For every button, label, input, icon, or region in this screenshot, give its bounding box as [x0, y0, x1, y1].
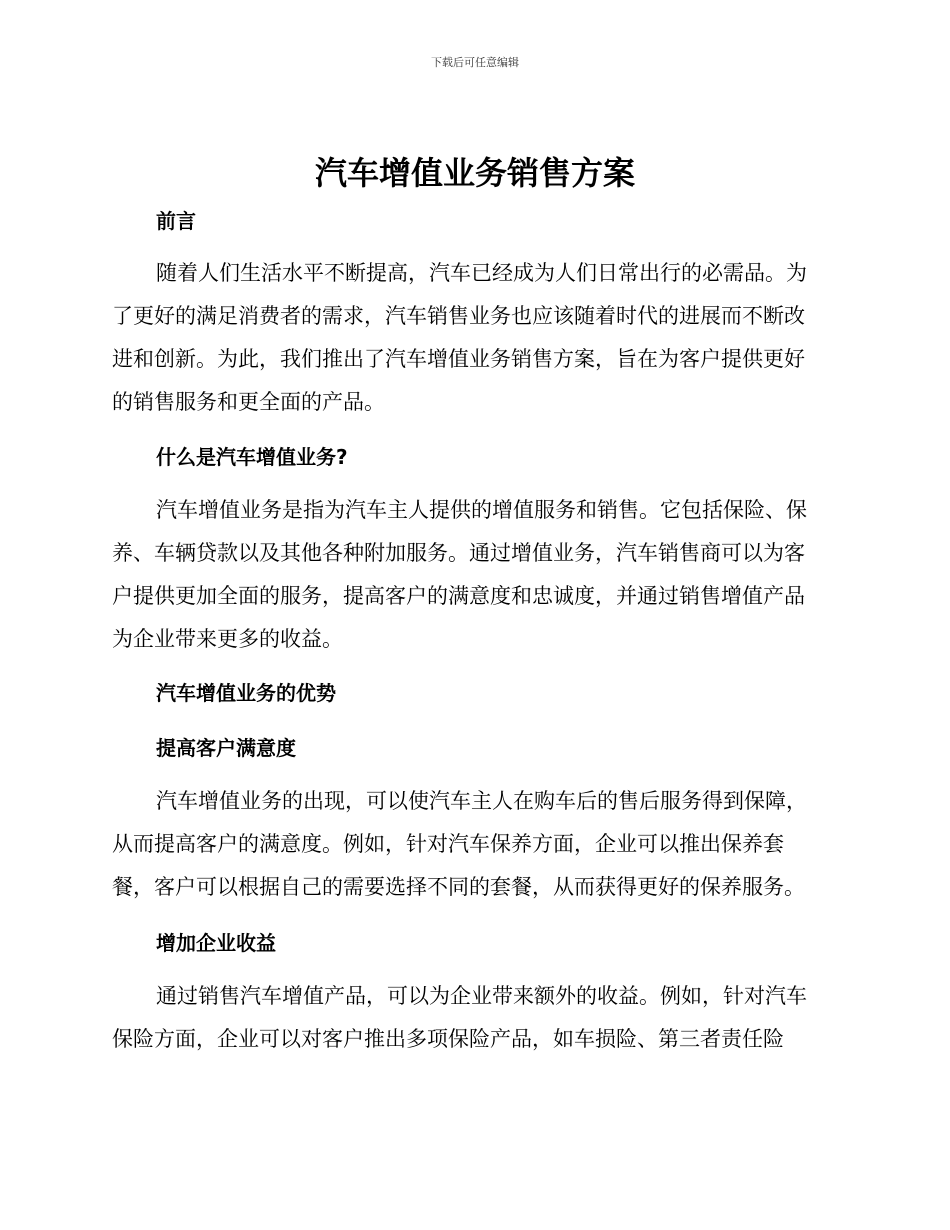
document-title: 汽车增值业务销售方案	[314, 154, 635, 192]
section-paragraph-increase-revenue	[112, 975, 842, 1061]
paragraph-line: 的销售服务和更全面的产品。	[112, 390, 385, 414]
paragraph-line: 通过销售汽车增值产品，可以为企业带来额外的收益。例如，针对汽车	[156, 984, 807, 1008]
paragraph-line: 汽车增值业务的出现，可以使汽车主人在购车后的售后服务得到保障，	[156, 789, 807, 813]
section-heading-increase-revenue: 增加企业收益	[156, 931, 276, 955]
paragraph-line: 为企业带来更多的收益。	[112, 627, 343, 651]
paragraph-line: 养、车辆贷款以及其他各种附加服务。通过增值业务，汽车销售商可以为客	[112, 541, 805, 565]
section-heading-customer-satisfaction: 提高客户满意度	[156, 736, 296, 760]
section-paragraph-what-is	[112, 489, 842, 661]
section-heading-what-is: 什么是汽车增值业务?	[156, 445, 348, 469]
paragraph-line: 了更好的满足消费者的需求，汽车销售业务也应该随着时代的进展而不断改	[112, 304, 805, 328]
paragraph-line: 汽车增值业务是指为汽车主人提供的增值服务和销售。它包括保险、保	[156, 498, 807, 522]
header-note: 下载后可任意编辑	[431, 56, 519, 69]
paragraph-line: 进和创新。为此，我们推出了汽车增值业务销售方案，旨在为客户提供更好	[112, 347, 805, 371]
paragraph-line: 随着人们生活水平不断提高，汽车已经成为人们日常出行的必需品。为	[156, 261, 807, 285]
paragraph-line: 户提供更加全面的服务，提高客户的满意度和忠诚度，并通过销售增值产品	[112, 584, 805, 608]
section-heading-preface: 前言	[156, 209, 196, 233]
paragraph-line: 从而提高客户的满意度。例如，针对汽车保养方面，企业可以推出保养套	[112, 832, 784, 856]
section-paragraph-preface	[112, 252, 842, 424]
paragraph-line: 餐，客户可以根据自己的需要选择不同的套餐，从而获得更好的保养服务。	[112, 875, 805, 899]
paragraph-line: 保险方面，企业可以对客户推出多项保险产品，如车损险、第三者责任险	[112, 1027, 784, 1051]
section-heading-advantages: 汽车增值业务的优势	[156, 681, 336, 705]
section-paragraph-customer-satisfaction	[112, 780, 842, 909]
